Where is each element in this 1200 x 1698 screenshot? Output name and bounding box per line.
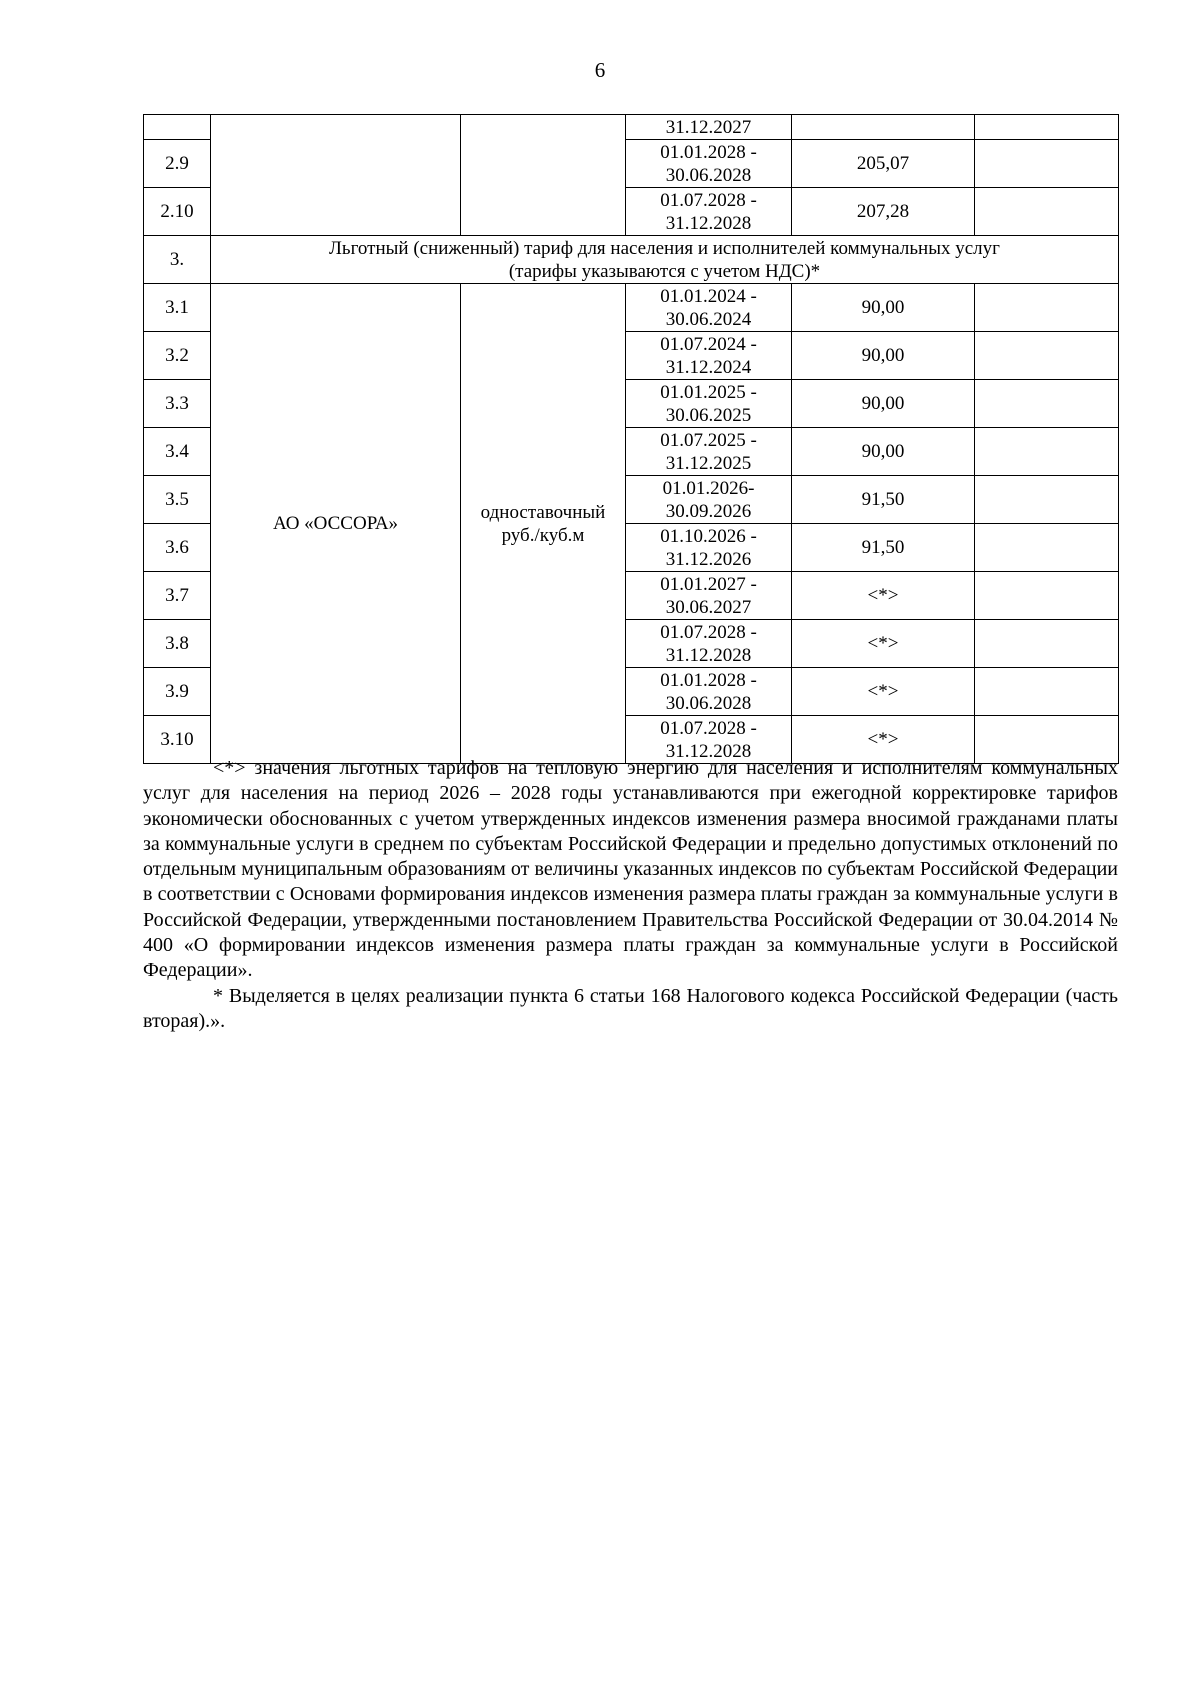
- page-number: 6: [594, 58, 606, 82]
- period-end: 30.06.2027: [665, 596, 752, 618]
- period-end: 30.06.2024: [665, 308, 752, 330]
- organization-cell: АО «ОССОРА»: [211, 284, 461, 764]
- period-cell: [626, 380, 792, 428]
- empty-cell: [975, 115, 1119, 140]
- value-cell: <*>: [792, 668, 975, 716]
- period-cell: [626, 188, 792, 236]
- period-start: 01.01.2026-: [662, 477, 755, 499]
- value-cell: 90,00: [792, 380, 975, 428]
- empty-cell: [975, 668, 1119, 716]
- section-title-cell: [211, 236, 1119, 284]
- section-number-cell: 3.: [144, 236, 211, 284]
- period-end: 30.06.2028: [665, 164, 752, 186]
- period-end: 31.12.2025: [665, 452, 752, 474]
- value-cell: <*>: [792, 620, 975, 668]
- tariff-type-cell: [461, 115, 626, 236]
- row-number-cell: 3.9: [144, 668, 211, 716]
- footnotes: [143, 756, 1118, 1034]
- empty-cell: [975, 476, 1119, 524]
- row-number-cell: 2.10: [144, 188, 211, 236]
- row-number-cell: 3.1: [144, 284, 211, 332]
- row-number-cell: 3.6: [144, 524, 211, 572]
- period-start: 01.07.2028 -: [660, 189, 757, 211]
- period-start: 01.10.2026 -: [660, 525, 757, 547]
- tariff-type-cell: [461, 284, 626, 764]
- period-end: 31.12.2026: [665, 548, 752, 570]
- period-cell: [626, 284, 792, 332]
- section-title-line2: (тарифы указываются с учетом НДС)*: [508, 260, 821, 282]
- value-cell: 205,07: [792, 140, 975, 188]
- empty-cell: [975, 620, 1119, 668]
- period-cell: [626, 332, 792, 380]
- row-number-cell: [144, 115, 211, 140]
- period-start: 01.07.2025 -: [660, 429, 757, 451]
- period-end: 31.12.2024: [665, 356, 752, 378]
- period-cell: [626, 668, 792, 716]
- value-cell: <*>: [792, 572, 975, 620]
- period-cell: [626, 476, 792, 524]
- period-start: 01.01.2025 -: [660, 381, 757, 403]
- table-row: [144, 115, 1119, 140]
- row-number-cell: 3.4: [144, 428, 211, 476]
- value-cell: 207,28: [792, 188, 975, 236]
- value-cell: 90,00: [792, 428, 975, 476]
- period-cell: [626, 428, 792, 476]
- period-start: 01.01.2028 -: [660, 669, 757, 691]
- value-cell: 91,50: [792, 524, 975, 572]
- footnote-asterisk: * Выделяется в целях реализации пункта 6 статьи 168 Налогового кодекса Российской Федерации (часть вторая).».: [143, 984, 1118, 1032]
- value-cell: 91,50: [792, 476, 975, 524]
- period-end: 30.09.2026: [665, 500, 752, 522]
- period-start: 01.07.2024 -: [660, 333, 757, 355]
- period-end: 31.12.2028: [665, 212, 752, 234]
- period-end: 30.06.2025: [665, 404, 752, 426]
- empty-cell: [975, 524, 1119, 572]
- period-start: 01.01.2027 -: [660, 573, 757, 595]
- empty-cell: [975, 380, 1119, 428]
- period-end: 31.12.2028: [665, 644, 752, 666]
- period-start: 01.01.2024 -: [660, 285, 757, 307]
- organization-cell: [211, 115, 461, 236]
- section-title-line1: Льготный (сниженный) тариф для населения и исполнителей коммунальных услуг: [329, 237, 1000, 259]
- row-number-cell: 3.8: [144, 620, 211, 668]
- period-end: 31.12.2027: [665, 116, 752, 138]
- row-number-cell: 3.2: [144, 332, 211, 380]
- period-cell: [626, 140, 792, 188]
- tariff-type-line1: одноставочный: [480, 501, 606, 523]
- footnote-asterisk-brackets: <*> значения льготных тарифов на тепловую энергию для населения и исполнителям коммунальных услуг для населения на период 2026 – 2028 годы устанавливаются при ежегодной корректировке тарифов экономически обоснованных с учетом утвержденных индексов изменения размера вносимой гражданами платы за коммунальные услуги в среднем по субъектам Российской Федерации и предельно допустимых отклонений по отдельным муниципальным образованиям от величины указанных индексов по субъектам Российской Федерации в соответствии с Основами формирования индексов изменения размера платы граждан за коммунальные услуги в Российской Федерации, утвержденными постановлением Правительства Российской Федерации от 30.04.2014 № 400 «О формировании индексов изменения размера платы граждан за коммунальные услуги в Российской Федерации».: [143, 757, 1118, 982]
- period-cell: [626, 572, 792, 620]
- empty-cell: [975, 572, 1119, 620]
- value-cell: 90,00: [792, 332, 975, 380]
- row-number-cell: 3.3: [144, 380, 211, 428]
- empty-cell: [975, 428, 1119, 476]
- empty-cell: [975, 332, 1119, 380]
- period-cell: [626, 620, 792, 668]
- tariff-table: [143, 114, 1119, 764]
- value-cell: 90,00: [792, 284, 975, 332]
- period-end: 30.06.2028: [665, 692, 752, 714]
- empty-cell: [975, 188, 1119, 236]
- row-number-cell: 3.7: [144, 572, 211, 620]
- period-start: 01.01.2028 -: [660, 141, 757, 163]
- period-start: 01.07.2028 -: [660, 717, 757, 739]
- empty-cell: [975, 140, 1119, 188]
- period-cell: [626, 115, 792, 140]
- row-number-cell: 2.9: [144, 140, 211, 188]
- row-number-cell: 3.5: [144, 476, 211, 524]
- period-cell: [626, 524, 792, 572]
- section-header-row: [144, 236, 1119, 284]
- row-number-cell: 3.10: [144, 716, 211, 764]
- period-start: 01.07.2028 -: [660, 621, 757, 643]
- value-cell: [792, 115, 975, 140]
- tariff-type-line2: руб./куб.м: [501, 524, 585, 546]
- table-row: [144, 284, 1119, 332]
- value-cell: <*>: [792, 716, 975, 764]
- empty-cell: [975, 284, 1119, 332]
- period-end: 31.12.2028: [665, 740, 752, 762]
